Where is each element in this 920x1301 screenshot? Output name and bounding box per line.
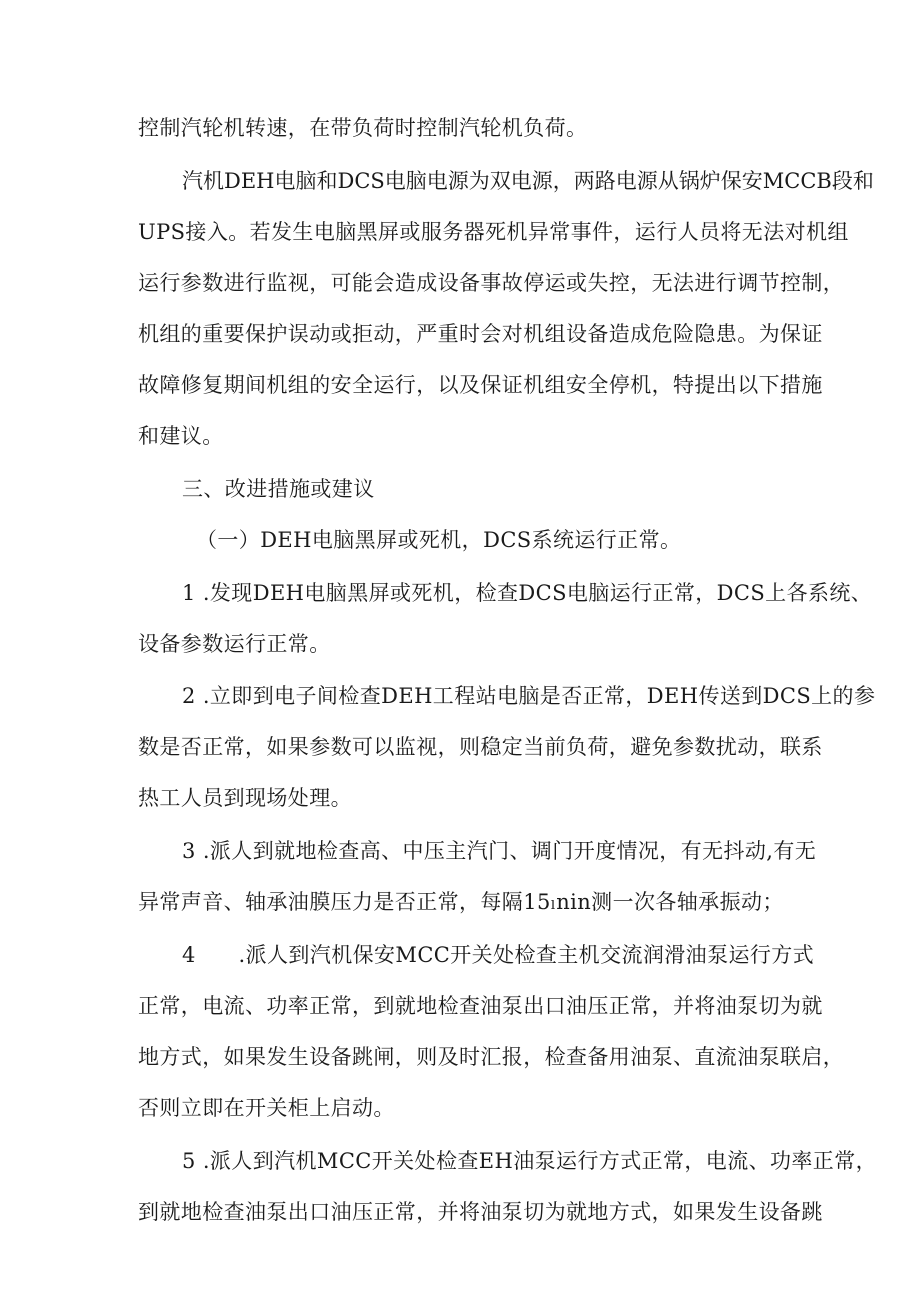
text-line: 到就地检查油泵出口油压正常，并将油泵切为就地方式，如果发生设备跳 bbox=[138, 1200, 823, 1224]
text-line: 控制汽轮机转速，在带负荷时控制汽轮机负荷。 bbox=[138, 116, 588, 140]
text-line: 地方式，如果发生设备跳闸，则及时汇报，检查备用油泵、直流油泵联启， bbox=[138, 1045, 845, 1069]
text-line: 故障修复期间机组的安全运行，以及保证机组安全停机，特提出以下措施 bbox=[138, 373, 823, 397]
text-line: 设备参数运行正常。 bbox=[138, 632, 331, 656]
text-line: 数是否正常，如果参数可以监视，则稳定当前负荷，避免参数扰动，联系 bbox=[138, 735, 823, 759]
text-line: 和建议。 bbox=[138, 424, 224, 448]
section-heading: 三、改进措施或建议 bbox=[182, 477, 375, 501]
text-line: 热工人员到现场处理。 bbox=[138, 786, 352, 810]
text-line: 异常声音、轴承油膜压力是否正常，每隔15ₗnin测一次各轴承振动； bbox=[138, 890, 784, 914]
text-line: 否则立即在开关柜上启动。 bbox=[138, 1096, 395, 1120]
text-line: 4 .派人到汽机保安MCC开关处检查主机交流润滑油泵运行方式 bbox=[182, 943, 815, 967]
text-line: 运行参数进行监视，可能会造成设备事故停运或失控，无法进行调节控制， bbox=[138, 271, 845, 295]
text-line: 5 .派人到汽机MCC开关处检查EH油泵运行方式正常，电流、功率正常， bbox=[182, 1149, 877, 1173]
text-line: 2 .立即到电子间检查DEH工程站电脑是否正常，DEH传送到DCS上的参 bbox=[182, 684, 876, 708]
text-line: 1 .发现DEH电脑黑屏或死机，检查DCS电脑运行正常，DCS上各系统、 bbox=[182, 581, 873, 605]
text-line: 3 .派人到就地检查高、中压主汽门、调门开度情况，有无抖动,有无 bbox=[182, 839, 817, 863]
subsection-heading: （一）DEH电脑黑屏或死机，DCS系统运行正常。 bbox=[196, 528, 682, 552]
text-line: 机组的重要保护误动或拒动，严重时会对机组设备造成危险隐患。为保证 bbox=[138, 322, 823, 346]
text-line: 汽机DEH电脑和DCS电脑电源为双电源，两路电源从锅炉保安MCCB段和 bbox=[182, 169, 874, 193]
text-line: UPS接入。若发生电脑黑屏或服务器死机异常事件，运行人员将无法对机组 bbox=[138, 220, 849, 244]
text-line: 正常，电流、功率正常，到就地检查油泵出口油压正常，并将油泵切为就 bbox=[138, 994, 823, 1018]
